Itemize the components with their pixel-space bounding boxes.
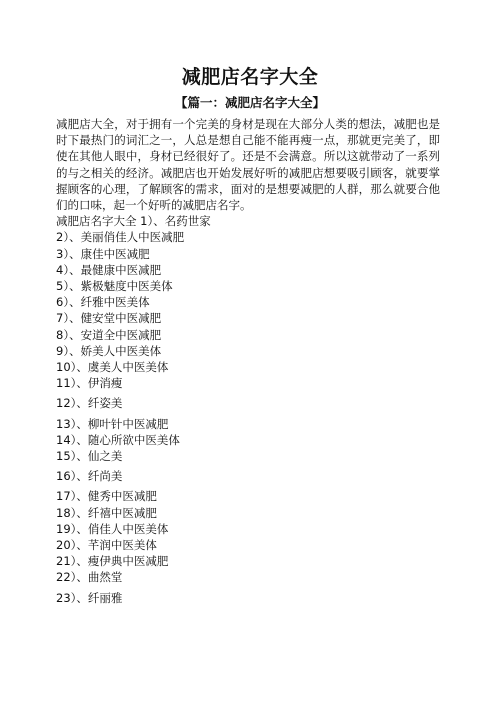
- list-item: 13）、柳叶针中医减肥: [56, 416, 169, 431]
- list-item: 22）、曲然堂: [56, 570, 123, 585]
- list-item: 9）、娇美人中医美体: [56, 343, 162, 358]
- document-title: 减肥店名字大全: [181, 66, 319, 88]
- list-item: 14）、随心所欲中医美体: [56, 432, 180, 447]
- list-item: 15）、仙之美: [56, 449, 123, 464]
- list-item: 20）、芊润中医美体: [56, 538, 157, 553]
- list-item: 16）、纤尚美: [56, 469, 123, 484]
- list-item: 17）、健秀中医减肥: [56, 489, 157, 504]
- list-item: 6）、纤雅中医美体: [56, 295, 150, 310]
- list-item: 7）、健安堂中医减肥: [56, 311, 162, 326]
- intro-paragraph: 减肥店大全，对于拥有一个完美的身材是现在大部分人类的想法，减肥也是时下最热门的词汇之一，人总是想自己能不能再瘦一点，那就更完美了，即使在其他人眼中，身材已经很好了。还是不会满意。所以这就带动了一系列的与之相关的经济。减肥店也开始发展好听的减肥店想要吸引顾客，就要掌握顾客的心理，了解顾客的需求，面对的是想要减肥的人群，那么就要合他们的口味，起一个好听的减肥店名字。: [56, 117, 440, 213]
- list-item: 2）、美丽俏佳人中医减肥: [56, 230, 185, 245]
- list-item: 19）、俏佳人中医美体: [56, 521, 169, 536]
- list-item: 8）、安道全中医减肥: [56, 327, 162, 342]
- list-item: 减肥店名字大全 1）、名药世家: [56, 214, 211, 229]
- list-item: 23）、纤丽雅: [56, 590, 123, 605]
- list-item: 10）、虞美人中医美体: [56, 360, 169, 375]
- list-item: 11）、伊消瘦: [56, 376, 123, 391]
- list-item: 3）、康佳中医减肥: [56, 246, 150, 261]
- document-body: [56, 116, 440, 606]
- list-item: 21）、瘦伊典中医减肥: [56, 554, 169, 569]
- list-item: 4）、最健康中医减肥: [56, 262, 162, 277]
- list-item: 18）、纤禧中医减肥: [56, 505, 157, 520]
- list-item: 12）、纤姿美: [56, 396, 123, 411]
- name-list: [56, 213, 440, 606]
- section-heading: 【篇一：减肥店名字大全】: [174, 95, 325, 110]
- list-item: 5）、紫极魅度中医美体: [56, 279, 173, 294]
